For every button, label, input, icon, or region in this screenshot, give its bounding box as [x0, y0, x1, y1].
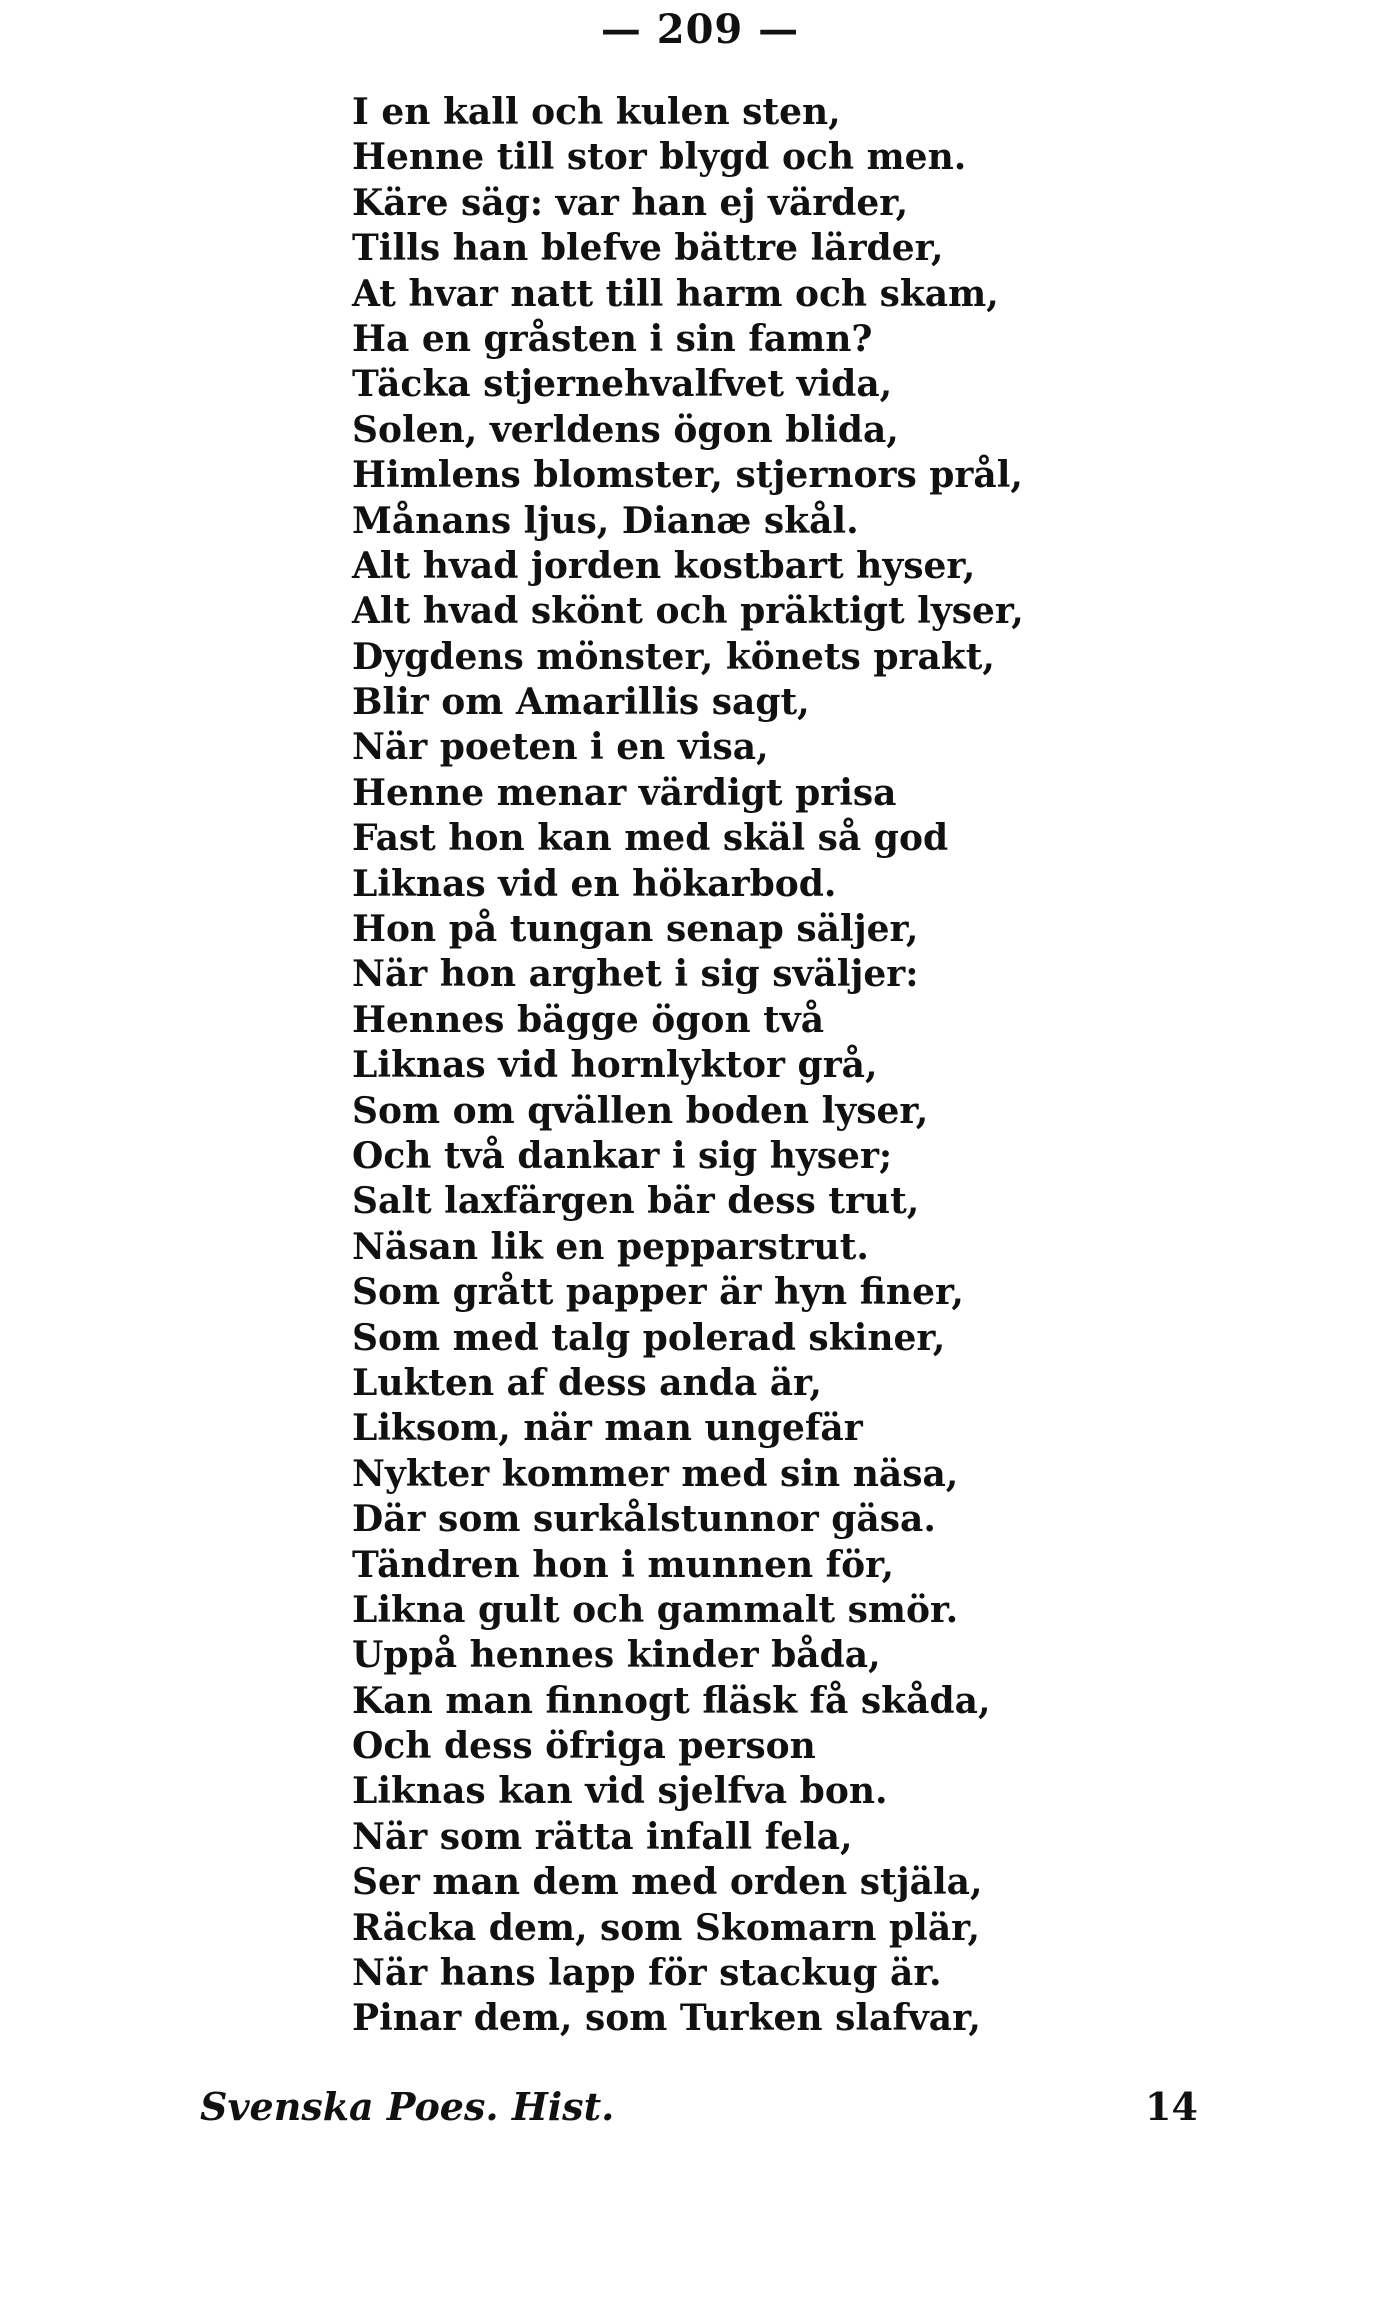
poem-line: Liksom, när man ungefär — [352, 1407, 863, 1450]
poem-line: Liknas kan vid sjelfva bon. — [352, 1770, 888, 1813]
sheet-number: 14 — [1145, 2084, 1198, 2129]
poem-line: Alt hvad skönt och präktigt lyser, — [352, 590, 1024, 633]
poem-line: I en kall och kulen sten, — [352, 91, 841, 133]
poem-line: Där som surkålstunnor gäsa. — [352, 1498, 936, 1541]
poem-line: Månans ljus, Dianæ skål. — [352, 499, 859, 542]
poem-line: Käre säg: var han ej värder, — [352, 181, 909, 224]
poem-line: Solen, verldens ögon blida, — [352, 408, 899, 451]
poem-line: När som rätta infall fela, — [352, 1815, 853, 1858]
poem-line: Näsan lik en pepparstrut. — [352, 1225, 869, 1268]
poem-line: Henne menar värdigt prisa — [352, 771, 897, 814]
poem-line: Fast hon kan med skäl så god — [352, 817, 949, 860]
poem-line: Salt laxfärgen bär dess trut, — [352, 1180, 920, 1223]
poem-line: När poeten i en visa, — [352, 726, 769, 769]
page-number: — 209 — — [600, 6, 800, 53]
poem-line: Tills han blefve bättre lärder, — [352, 227, 944, 270]
poem-line: Uppå hennes kinder båda, — [352, 1634, 881, 1677]
poem-line: Lukten af dess anda är, — [352, 1361, 822, 1404]
poem-line: Räcka dem, som Skomarn plär, — [352, 1906, 981, 1949]
poem-line: Hennes bägge ögon två — [352, 998, 825, 1041]
poem-line: Himlens blomster, stjernors prål, — [352, 454, 1023, 497]
poem-line: Ha en gråsten i sin famn? — [352, 317, 873, 360]
poem-line: Som om qvällen boden lyser, — [352, 1089, 929, 1132]
poem-line: Nykter kommer med sin näsa, — [352, 1452, 959, 1495]
poem-line: Ser man dem med orden stjäla, — [352, 1861, 983, 1904]
poem-line: Tändren hon i munnen för, — [352, 1543, 895, 1586]
poem-line: Dygdens mönster, könets prakt, — [352, 635, 995, 678]
poem-line: Alt hvad jorden kostbart hyser, — [352, 544, 976, 587]
poem-line: Blir om Amarillis sagt, — [352, 681, 810, 724]
poem-line: När hans lapp för stackug är. — [352, 1952, 942, 1995]
poem-line: När hon arghet i sig sväljer: — [352, 953, 919, 996]
signature-mark: Svenska Poes. Hist. — [200, 2084, 615, 2129]
poem-text — [352, 90, 1352, 2042]
poem-line: Liknas vid hornlyktor grå, — [352, 1044, 878, 1087]
poem-line: Liknas vid en hökarbod. — [352, 862, 837, 905]
poem-line: Som med talg polerad skiner, — [352, 1316, 946, 1359]
poem-line: Likna gult och gammalt smör. — [352, 1588, 959, 1631]
poem-line: Pinar dem, som Turken slafvar, — [352, 1997, 981, 2040]
poem-line: Kan man finnogt fläsk få skåda, — [352, 1679, 991, 1722]
poem-line: Henne till stor blygd och men. — [352, 136, 967, 179]
poem-line: Som grått papper är hyn finer, — [352, 1271, 964, 1314]
poem-line: Hon på tungan senap säljer, — [352, 908, 919, 951]
poem-line: Och dess öfriga person — [352, 1725, 816, 1768]
poem-line: At hvar natt till harm och skam, — [352, 272, 999, 315]
poem-line: Täcka stjernehvalfvet vida, — [352, 363, 893, 406]
poem-line: Och två dankar i sig hyser; — [352, 1134, 893, 1177]
